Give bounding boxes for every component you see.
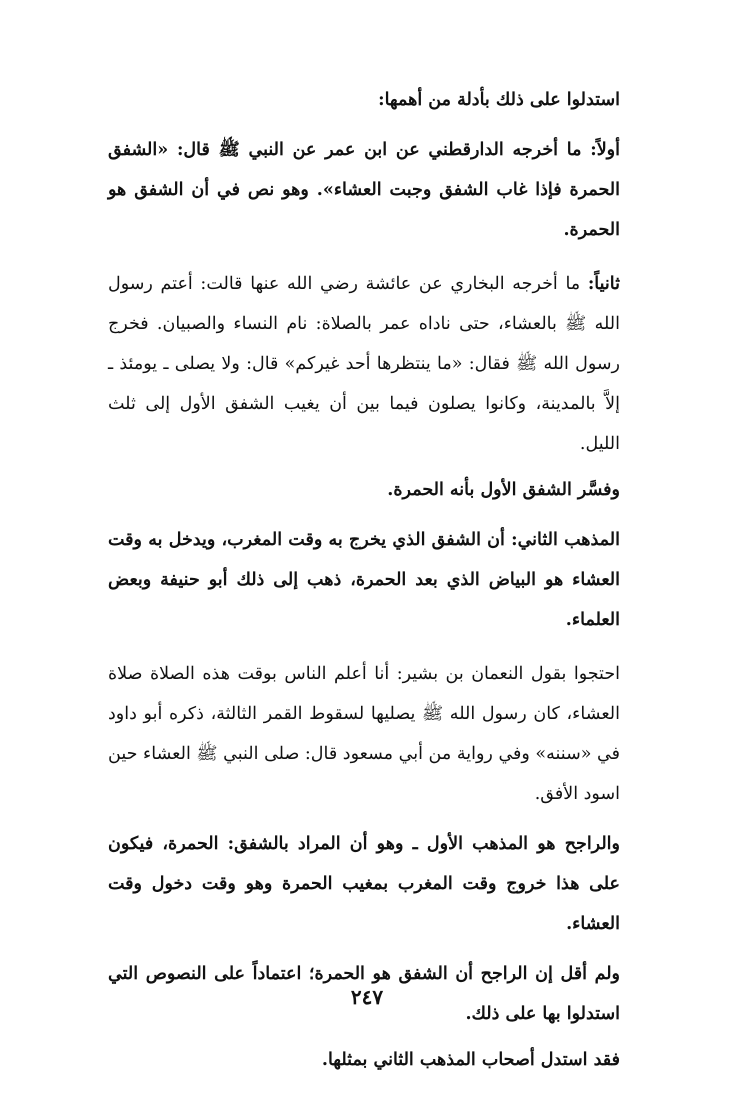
first-evidence-text: ما أخرجه الدارقطني عن ابن عمر عن النبي ﷺ قال: «الشفق الحمرة فإذا غاب الشفق وجبت العشاء». وهو نص في أن الشفق هو الحمرة. [108, 140, 620, 240]
second-school-lead: المذهب الثاني: [511, 530, 620, 550]
preferred-view-paragraph [108, 824, 620, 944]
second-evidence-text: ما أخرجه البخاري عن عائشة رضي الله عنها قالت: أعتم رسول الله ﷺ بالعشاء، حتى ناداه عمر بالصلاة: نام النساء والصبيان. فخرج رسول الله ﷺ فقال: «ما ينتظرها أحد غيركم» قال: ولا يصلى ـ يومئذ ـ إلاَّ بالمدينة، وكانوا يصلون فيما بين أن يغيب الشفق الأول إلى ثلث الليل. [108, 274, 620, 454]
closing-paragraph [108, 1040, 620, 1080]
second-evidence-lead: ثانياً: [587, 274, 620, 294]
intro-paragraph [108, 80, 620, 120]
nuuman-argument-text: احتجوا بقول النعمان بن بشير: أنا أعلم الناس بوقت هذه الصلاة صلاة العشاء، كان رسول الله ﷺ يصليها لسقوط القمر الثالثة، ذكره أبو داود في «سننه» وفي رواية من أبي مسعود قال: صلى النبي ﷺ العشاء حين اسود الأفق. [108, 664, 620, 804]
reasoning-text: ولم أقل إن الراجح أن الشفق هو الحمرة؛ اعتماداً على النصوص التي استدلوا بها على ذلك. [108, 964, 620, 1024]
first-evidence-paragraph [108, 130, 620, 250]
intro-text: استدلوا على ذلك بأدلة من أهمها: [378, 90, 620, 110]
interpretation-paragraph [108, 470, 620, 510]
page-body [108, 80, 620, 1080]
second-school-paragraph [108, 520, 620, 640]
second-evidence-paragraph [108, 264, 620, 464]
preferred-view-text: والراجح هو المذهب الأول ـ وهو أن المراد بالشفق: الحمرة، فيكون على هذا خروج وقت المغرب بمغيب الحمرة وهو وقت دخول وقت العشاء. [108, 834, 620, 934]
first-evidence-lead: أولاً: [590, 140, 620, 160]
nuuman-argument-paragraph [108, 654, 620, 814]
second-school-text: أن الشفق الذي يخرج به وقت المغرب، ويدخل به وقت العشاء هو البياض الذي بعد الحمرة، ذهب إلى ذلك أبو حنيفة وبعض العلماء. [108, 530, 620, 630]
interpretation-text: وفسَّر الشفق الأول بأنه الحمرة. [387, 480, 620, 500]
page-number: ٢٤٧ [350, 985, 384, 1009]
closing-text: فقد استدل أصحاب المذهب الثاني بمثلها. [321, 1050, 620, 1070]
